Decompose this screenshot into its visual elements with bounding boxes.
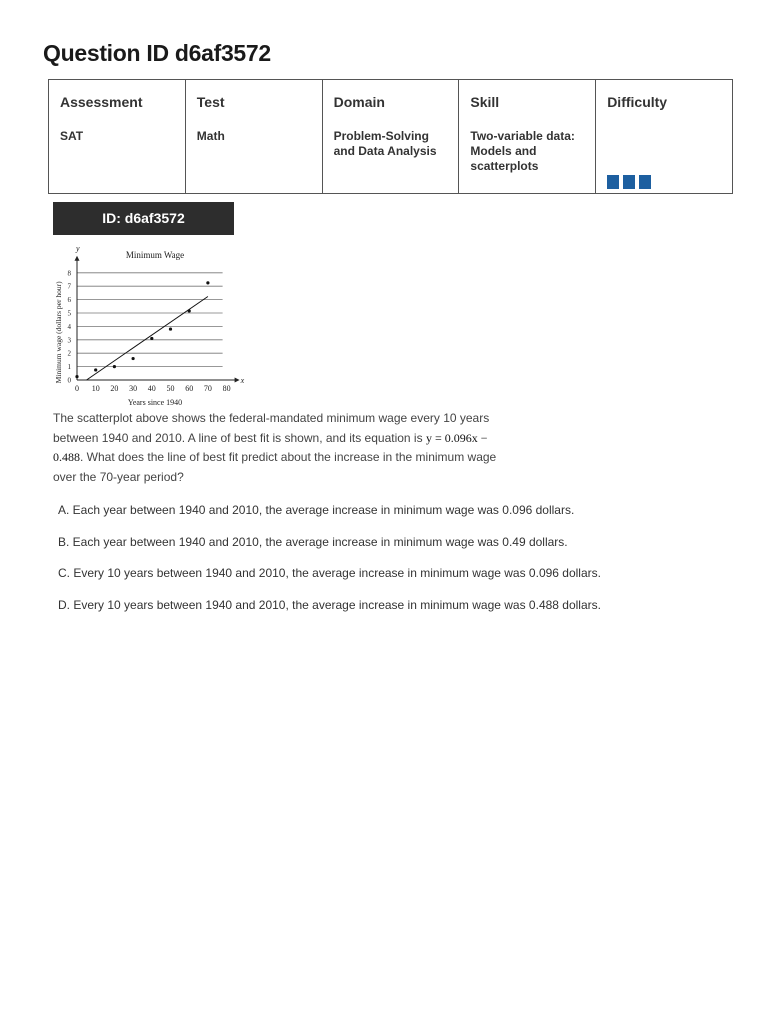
y-axis-arrow-icon [75, 256, 80, 261]
choice-d[interactable]: D. Every 10 years between 1940 and 2010, the average increase in minimum wage was 0.488 dollars. [58, 597, 601, 612]
domain-value: Problem-Solving and Data Analysis [333, 129, 437, 158]
y-tick-label: 3 [67, 336, 71, 345]
data-point [169, 327, 172, 330]
x-tick-label: 10 [91, 384, 100, 393]
best-fit-equation: y = 0.096x − 0.488 [53, 430, 488, 464]
choice-c[interactable]: C. Every 10 years between 1940 and 2010, the average increase in minimum wage was 0.096 dollars. [58, 566, 601, 580]
question-metadata-table [48, 79, 733, 194]
y-axis-label: Minimum wage (dollars per hour) [54, 281, 63, 384]
x-tick-label: 70 [203, 384, 212, 393]
question-text-before: The scatterplot above shows the federal-mandated minimum wage every 10 years between 1940 and 2010. A line of best fit is shown, and its equation is [53, 411, 490, 445]
x-tick-label: 50 [166, 384, 175, 393]
data-point [75, 375, 78, 378]
x-axis-label: Years since 1940 [127, 398, 183, 407]
test-value: Math [196, 129, 225, 143]
test-cell [185, 80, 322, 194]
data-point [150, 337, 153, 340]
domain-cell [322, 80, 459, 194]
y-tick-label: 6 [67, 296, 71, 305]
skill-cell [459, 80, 596, 194]
data-point [132, 357, 135, 360]
best-fit-line [86, 296, 208, 380]
x-tick-label: 20 [110, 384, 119, 393]
difficulty-header: Difficulty [607, 94, 668, 110]
x-axis-arrow-icon [235, 378, 240, 383]
data-point [94, 368, 97, 371]
x-tick-label: 60 [185, 384, 194, 393]
choice-a[interactable]: A. Each year between 1940 and 2010, the average increase in minimum wage was 0.096 dollars. [58, 503, 575, 517]
data-point [206, 281, 209, 284]
x-tick-label: 40 [147, 384, 156, 393]
question-id-banner: ID: d6af3572 [53, 202, 234, 235]
x-tick-label: 0 [75, 384, 79, 393]
y-tick-label: 0 [67, 376, 71, 385]
minimum-wage-scatterplot [48, 246, 248, 412]
x-axis-letter: x [240, 376, 245, 385]
chart-title: Minimum Wage [125, 250, 185, 260]
y-tick-label: 2 [67, 349, 71, 358]
page-title: Question ID d6af3572 [43, 40, 271, 66]
skill-header: Skill [470, 94, 500, 110]
difficulty-bar-icon [639, 175, 651, 189]
y-tick-label: 8 [67, 269, 71, 278]
choice-b[interactable]: B. Each year between 1940 and 2010, the average increase in minimum wage was 0.49 dollars. [58, 534, 568, 549]
y-tick-label: 1 [67, 363, 71, 372]
x-tick-label: 30 [129, 384, 138, 393]
x-tick-label: 80 [222, 384, 231, 393]
test-header: Test [196, 94, 225, 110]
difficulty-indicator [607, 175, 721, 189]
difficulty-bar-icon [607, 175, 619, 189]
y-tick-label: 5 [67, 309, 71, 318]
y-axis-letter: y [76, 246, 80, 253]
question-stem [53, 409, 498, 487]
answer-choices [58, 503, 601, 629]
difficulty-bar-icon [623, 175, 635, 189]
data-point [188, 309, 191, 312]
difficulty-cell [596, 80, 733, 194]
assessment-value: SAT [60, 129, 84, 143]
data-point [113, 365, 116, 368]
assessment-header: Assessment [60, 94, 143, 110]
y-tick-label: 4 [67, 322, 71, 331]
assessment-cell [49, 80, 186, 194]
domain-header: Domain [333, 94, 385, 110]
y-tick-label: 7 [67, 282, 71, 291]
question-text-after: . What does the line of best fit predict about the increase in the minimum wage over the 70-year period? [53, 450, 497, 484]
skill-value: Two-variable data: Models and scatterplots [470, 129, 575, 173]
